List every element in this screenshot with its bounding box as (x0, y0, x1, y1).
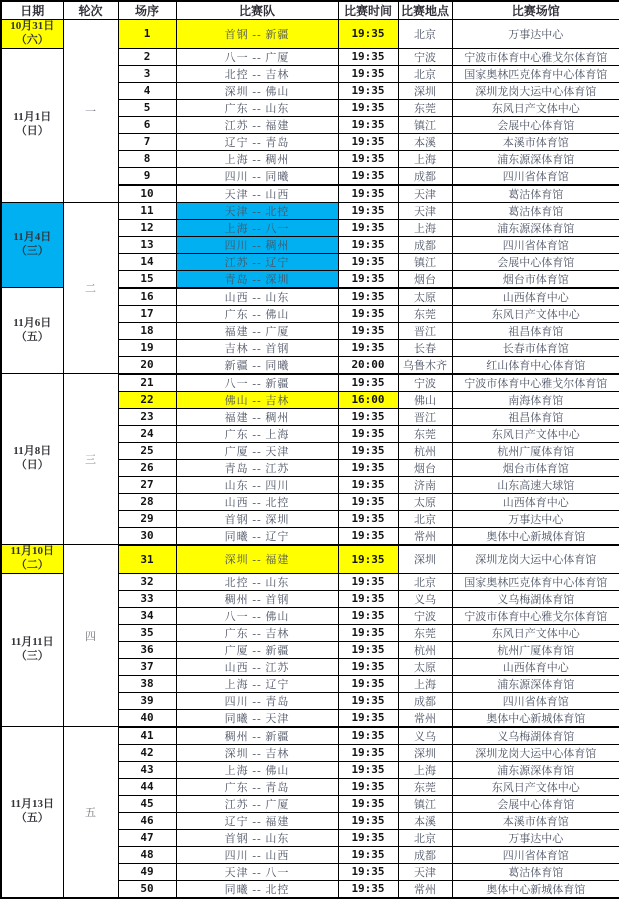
teams-cell: 首钢 -- 新疆 (176, 20, 338, 49)
place-cell: 烟台 (398, 270, 452, 288)
match-number-cell: 47 (118, 829, 176, 846)
venue-cell: 义乌梅湖体育馆 (452, 590, 619, 607)
time-cell: 19:35 (338, 527, 398, 545)
place-cell: 东莞 (398, 99, 452, 116)
teams-cell: 首钢 -- 山东 (176, 829, 338, 846)
teams-cell: 广厦 -- 天津 (176, 442, 338, 459)
time-cell: 19:35 (338, 778, 398, 795)
match-row (1, 20, 619, 49)
venue-cell: 宁波市体育中心雅戈尔体育馆 (452, 48, 619, 65)
date-line1: 11月4日 (13, 231, 52, 243)
teams-cell: 八一 -- 佛山 (176, 607, 338, 624)
date-line2: （三） (15, 244, 49, 257)
time-cell: 19:35 (338, 493, 398, 510)
col-header-venue: 比赛场馆 (452, 1, 619, 20)
teams-cell: 江苏 -- 福建 (176, 116, 338, 133)
time-cell: 19:35 (338, 590, 398, 607)
match-number-cell: 21 (118, 374, 176, 392)
teams-cell: 深圳 -- 吉林 (176, 744, 338, 761)
date-line2: （日） (15, 125, 49, 137)
time-cell: 19:35 (338, 20, 398, 49)
teams-cell: 山东 -- 四川 (176, 476, 338, 493)
place-cell: 成都 (398, 692, 452, 709)
place-cell: 东莞 (398, 425, 452, 442)
time-cell: 19:35 (338, 202, 398, 219)
time-cell: 19:35 (338, 167, 398, 185)
time-cell: 19:35 (338, 408, 398, 425)
place-cell: 宁波 (398, 48, 452, 65)
match-number-cell: 45 (118, 795, 176, 812)
col-header-date: 日期 (1, 1, 63, 20)
date-line1: 11月13日 (10, 798, 54, 810)
venue-cell: 山东高速大球馆 (452, 476, 619, 493)
place-cell: 太原 (398, 493, 452, 510)
teams-cell: 吉林 -- 首钢 (176, 339, 338, 356)
time-cell: 19:35 (338, 476, 398, 493)
teams-cell: 八一 -- 新疆 (176, 374, 338, 392)
venue-cell: 四川省体育馆 (452, 167, 619, 185)
place-cell: 太原 (398, 658, 452, 675)
match-number-cell: 41 (118, 727, 176, 745)
match-number-cell: 28 (118, 493, 176, 510)
venue-cell: 东风日产文体中心 (452, 305, 619, 322)
match-number-cell: 26 (118, 459, 176, 476)
match-number-cell: 4 (118, 82, 176, 99)
teams-cell: 四川 -- 青岛 (176, 692, 338, 709)
match-number-cell: 2 (118, 48, 176, 65)
date-line1: 11月1日 (13, 111, 52, 124)
match-number-cell: 34 (118, 607, 176, 624)
col-header-time: 比赛时间 (338, 1, 398, 20)
venue-cell: 本溪市体育馆 (452, 812, 619, 829)
match-number-cell: 3 (118, 65, 176, 82)
match-number-cell: 14 (118, 253, 176, 270)
teams-cell: 上海 -- 稠州 (176, 150, 338, 167)
round-cell: 三 (63, 374, 118, 545)
round-cell: 二 (63, 202, 118, 374)
match-number-cell: 49 (118, 863, 176, 880)
teams-cell: 四川 -- 稠州 (176, 236, 338, 253)
time-cell: 19:35 (338, 692, 398, 709)
time-cell: 19:35 (338, 253, 398, 270)
time-cell: 19:35 (338, 99, 398, 116)
place-cell: 成都 (398, 167, 452, 185)
place-cell: 镇江 (398, 116, 452, 133)
date-line2: （五） (15, 811, 49, 824)
place-cell: 北京 (398, 20, 452, 49)
venue-cell: 东风日产文体中心 (452, 778, 619, 795)
col-header-num: 场序 (118, 1, 176, 20)
venue-cell: 杭州广厦体育馆 (452, 442, 619, 459)
time-cell: 19:35 (338, 658, 398, 675)
time-cell: 19:35 (338, 374, 398, 392)
place-cell: 镇江 (398, 253, 452, 270)
place-cell: 烟台 (398, 459, 452, 476)
time-cell: 19:35 (338, 322, 398, 339)
venue-cell: 烟台市体育馆 (452, 270, 619, 288)
teams-cell: 上海 -- 佛山 (176, 761, 338, 778)
venue-cell: 深圳龙岗大运中心体育馆 (452, 545, 619, 574)
place-cell: 东莞 (398, 624, 452, 641)
venue-cell: 会展中心体育馆 (452, 795, 619, 812)
venue-cell: 浦东源深体育馆 (452, 675, 619, 692)
venue-cell: 国家奥林匹克体育中心体育馆 (452, 573, 619, 590)
teams-cell: 佛山 -- 吉林 (176, 391, 338, 408)
place-cell: 天津 (398, 863, 452, 880)
match-number-cell: 25 (118, 442, 176, 459)
match-number-cell: 12 (118, 219, 176, 236)
date-line1: 11月8日 (13, 445, 52, 458)
teams-cell: 青岛 -- 江苏 (176, 459, 338, 476)
venue-cell: 深圳龙岗大运中心体育馆 (452, 82, 619, 99)
venue-cell: 奥体中心新城体育馆 (452, 709, 619, 727)
match-number-cell: 37 (118, 658, 176, 675)
place-cell: 上海 (398, 219, 452, 236)
venue-cell: 宁波市体育中心雅戈尔体育馆 (452, 374, 619, 392)
venue-cell: 宁波市体育中心雅戈尔体育馆 (452, 607, 619, 624)
match-number-cell: 8 (118, 150, 176, 167)
place-cell: 本溪 (398, 812, 452, 829)
place-cell: 太原 (398, 288, 452, 306)
teams-cell: 上海 -- 辽宁 (176, 675, 338, 692)
time-cell: 19:35 (338, 573, 398, 590)
teams-cell: 辽宁 -- 青岛 (176, 133, 338, 150)
place-cell: 乌鲁木齐 (398, 356, 452, 374)
match-number-cell: 33 (118, 590, 176, 607)
date-cell (1, 48, 63, 202)
teams-cell: 北控 -- 山东 (176, 573, 338, 590)
time-cell: 19:35 (338, 545, 398, 574)
place-cell: 镇江 (398, 795, 452, 812)
time-cell: 19:35 (338, 185, 398, 203)
teams-cell: 深圳 -- 佛山 (176, 82, 338, 99)
time-cell: 19:35 (338, 761, 398, 778)
time-cell: 19:35 (338, 133, 398, 150)
teams-cell: 同曦 -- 北控 (176, 880, 338, 898)
time-cell: 16:00 (338, 391, 398, 408)
time-cell: 19:35 (338, 116, 398, 133)
teams-cell: 天津 -- 八一 (176, 863, 338, 880)
place-cell: 成都 (398, 846, 452, 863)
venue-cell: 杭州广厦体育馆 (452, 641, 619, 658)
match-number-cell: 13 (118, 236, 176, 253)
col-header-round: 轮次 (63, 1, 118, 20)
match-row (1, 545, 619, 574)
round-cell: 一 (63, 20, 118, 203)
venue-cell: 万事达中心 (452, 510, 619, 527)
time-cell: 19:35 (338, 641, 398, 658)
date-line2: （日） (15, 459, 49, 471)
teams-cell: 山西 -- 江苏 (176, 658, 338, 675)
date-cell (1, 545, 63, 574)
teams-cell: 广东 -- 上海 (176, 425, 338, 442)
teams-cell: 稠州 -- 新疆 (176, 727, 338, 745)
date-cell (1, 20, 63, 49)
teams-cell: 同曦 -- 辽宁 (176, 527, 338, 545)
place-cell: 深圳 (398, 82, 452, 99)
venue-cell: 四川省体育馆 (452, 236, 619, 253)
round-cell: 五 (63, 727, 118, 898)
teams-cell: 天津 -- 北控 (176, 202, 338, 219)
place-cell: 东莞 (398, 305, 452, 322)
teams-cell: 首钢 -- 深圳 (176, 510, 338, 527)
match-number-cell: 9 (118, 167, 176, 185)
match-number-cell: 19 (118, 339, 176, 356)
match-number-cell: 16 (118, 288, 176, 306)
match-row (1, 202, 619, 219)
date-line1: 11月11日 (10, 636, 54, 648)
teams-cell: 天津 -- 山西 (176, 185, 338, 203)
teams-cell: 广东 -- 山东 (176, 99, 338, 116)
date-line2: （六） (15, 33, 49, 46)
match-number-cell: 39 (118, 692, 176, 709)
place-cell: 北京 (398, 829, 452, 846)
teams-cell: 福建 -- 稠州 (176, 408, 338, 425)
teams-cell: 同曦 -- 天津 (176, 709, 338, 727)
match-number-cell: 44 (118, 778, 176, 795)
date-line2: （三） (15, 649, 49, 662)
venue-cell: 山西体育中心 (452, 658, 619, 675)
match-number-cell: 18 (118, 322, 176, 339)
time-cell: 19:35 (338, 744, 398, 761)
venue-cell: 国家奥林匹克体育中心体育馆 (452, 65, 619, 82)
time-cell: 19:35 (338, 288, 398, 306)
time-cell: 19:35 (338, 863, 398, 880)
time-cell: 19:35 (338, 829, 398, 846)
time-cell: 19:35 (338, 727, 398, 745)
place-cell: 济南 (398, 476, 452, 493)
match-row (1, 374, 619, 392)
date-cell (1, 727, 63, 898)
teams-cell: 上海 -- 八一 (176, 219, 338, 236)
match-number-cell: 27 (118, 476, 176, 493)
teams-cell: 福建 -- 广厦 (176, 322, 338, 339)
place-cell: 佛山 (398, 391, 452, 408)
time-cell: 19:35 (338, 812, 398, 829)
match-number-cell: 43 (118, 761, 176, 778)
match-number-cell: 31 (118, 545, 176, 574)
date-cell (1, 288, 63, 374)
time-cell: 19:35 (338, 709, 398, 727)
match-number-cell: 36 (118, 641, 176, 658)
place-cell: 晋江 (398, 322, 452, 339)
venue-cell: 浦东源深体育馆 (452, 219, 619, 236)
date-line1: 11月6日 (13, 316, 52, 329)
place-cell: 深圳 (398, 545, 452, 574)
round-cell: 四 (63, 545, 118, 727)
col-header-teams: 比赛队 (176, 1, 338, 20)
venue-cell: 葛沽体育馆 (452, 202, 619, 219)
teams-cell: 北控 -- 吉林 (176, 65, 338, 82)
teams-cell: 四川 -- 同曦 (176, 167, 338, 185)
time-cell: 19:35 (338, 624, 398, 641)
venue-cell: 浦东源深体育馆 (452, 761, 619, 778)
teams-cell: 四川 -- 山西 (176, 846, 338, 863)
venue-cell: 浦东源深体育馆 (452, 150, 619, 167)
place-cell: 北京 (398, 510, 452, 527)
venue-cell: 东风日产文体中心 (452, 624, 619, 641)
time-cell: 20:00 (338, 356, 398, 374)
match-number-cell: 22 (118, 391, 176, 408)
venue-cell: 万事达中心 (452, 20, 619, 49)
teams-cell: 稠州 -- 首钢 (176, 590, 338, 607)
place-cell: 义乌 (398, 727, 452, 745)
venue-cell: 长春市体育馆 (452, 339, 619, 356)
schedule-body (1, 20, 619, 898)
place-cell: 成都 (398, 236, 452, 253)
time-cell: 19:35 (338, 270, 398, 288)
date-line2: （五） (15, 330, 49, 343)
place-cell: 上海 (398, 150, 452, 167)
time-cell: 19:35 (338, 675, 398, 692)
header-row (1, 1, 619, 20)
place-cell: 天津 (398, 185, 452, 203)
match-number-cell: 5 (118, 99, 176, 116)
time-cell: 19:35 (338, 442, 398, 459)
venue-cell: 山西体育中心 (452, 288, 619, 306)
time-cell: 19:35 (338, 510, 398, 527)
time-cell: 19:35 (338, 607, 398, 624)
match-number-cell: 10 (118, 185, 176, 203)
place-cell: 北京 (398, 573, 452, 590)
venue-cell: 红山体育中心体育馆 (452, 356, 619, 374)
place-cell: 天津 (398, 202, 452, 219)
date-cell (1, 202, 63, 288)
match-number-cell: 1 (118, 20, 176, 49)
match-number-cell: 17 (118, 305, 176, 322)
match-number-cell: 38 (118, 675, 176, 692)
match-number-cell: 46 (118, 812, 176, 829)
place-cell: 宁波 (398, 374, 452, 392)
venue-cell: 葛沽体育馆 (452, 185, 619, 203)
teams-cell: 江苏 -- 广厦 (176, 795, 338, 812)
place-cell: 上海 (398, 675, 452, 692)
place-cell: 深圳 (398, 744, 452, 761)
time-cell: 19:35 (338, 219, 398, 236)
venue-cell: 东风日产文体中心 (452, 99, 619, 116)
teams-cell: 广厦 -- 新疆 (176, 641, 338, 658)
teams-cell: 八一 -- 广厦 (176, 48, 338, 65)
match-number-cell: 20 (118, 356, 176, 374)
venue-cell: 南海体育馆 (452, 391, 619, 408)
place-cell: 本溪 (398, 133, 452, 150)
venue-cell: 会展中心体育馆 (452, 116, 619, 133)
venue-cell: 万事达中心 (452, 829, 619, 846)
match-number-cell: 15 (118, 270, 176, 288)
time-cell: 19:35 (338, 795, 398, 812)
place-cell: 常州 (398, 880, 452, 898)
teams-cell: 山西 -- 山东 (176, 288, 338, 306)
place-cell: 上海 (398, 761, 452, 778)
match-number-cell: 29 (118, 510, 176, 527)
time-cell: 19:35 (338, 65, 398, 82)
match-number-cell: 30 (118, 527, 176, 545)
place-cell: 晋江 (398, 408, 452, 425)
venue-cell: 深圳龙岗大运中心体育馆 (452, 744, 619, 761)
place-cell: 东莞 (398, 778, 452, 795)
venue-cell: 烟台市体育馆 (452, 459, 619, 476)
venue-cell: 四川省体育馆 (452, 846, 619, 863)
venue-cell: 东风日产文体中心 (452, 425, 619, 442)
time-cell: 19:35 (338, 150, 398, 167)
time-cell: 19:35 (338, 48, 398, 65)
venue-cell: 四川省体育馆 (452, 692, 619, 709)
place-cell: 常州 (398, 527, 452, 545)
time-cell: 19:35 (338, 846, 398, 863)
date-cell (1, 573, 63, 727)
venue-cell: 山西体育中心 (452, 493, 619, 510)
venue-cell: 祖昌体育馆 (452, 408, 619, 425)
match-number-cell: 35 (118, 624, 176, 641)
match-number-cell: 24 (118, 425, 176, 442)
teams-cell: 广东 -- 青岛 (176, 778, 338, 795)
teams-cell: 江苏 -- 辽宁 (176, 253, 338, 270)
match-number-cell: 7 (118, 133, 176, 150)
time-cell: 19:35 (338, 236, 398, 253)
place-cell: 北京 (398, 65, 452, 82)
teams-cell: 辽宁 -- 福建 (176, 812, 338, 829)
teams-cell: 青岛 -- 深圳 (176, 270, 338, 288)
place-cell: 常州 (398, 709, 452, 727)
date-line1: 11月10日 (10, 545, 54, 557)
match-number-cell: 40 (118, 709, 176, 727)
time-cell: 19:35 (338, 880, 398, 898)
match-number-cell: 50 (118, 880, 176, 898)
venue-cell: 奥体中心新城体育馆 (452, 880, 619, 898)
match-row (1, 727, 619, 745)
venue-cell: 祖昌体育馆 (452, 322, 619, 339)
time-cell: 19:35 (338, 339, 398, 356)
place-cell: 杭州 (398, 442, 452, 459)
teams-cell: 新疆 -- 同曦 (176, 356, 338, 374)
venue-cell: 葛沽体育馆 (452, 863, 619, 880)
match-number-cell: 32 (118, 573, 176, 590)
time-cell: 19:35 (338, 459, 398, 476)
venue-cell: 义乌梅湖体育馆 (452, 727, 619, 745)
col-header-place: 比赛地点 (398, 1, 452, 20)
time-cell: 19:35 (338, 82, 398, 99)
match-number-cell: 23 (118, 408, 176, 425)
venue-cell: 奥体中心新城体育馆 (452, 527, 619, 545)
place-cell: 义乌 (398, 590, 452, 607)
match-number-cell: 11 (118, 202, 176, 219)
place-cell: 杭州 (398, 641, 452, 658)
venue-cell: 会展中心体育馆 (452, 253, 619, 270)
place-cell: 宁波 (398, 607, 452, 624)
place-cell: 长春 (398, 339, 452, 356)
match-number-cell: 6 (118, 116, 176, 133)
teams-cell: 深圳 -- 福建 (176, 545, 338, 574)
schedule-header (1, 1, 619, 20)
date-line1: 10月31日 (10, 20, 55, 32)
time-cell: 19:35 (338, 305, 398, 322)
date-cell (1, 374, 63, 545)
teams-cell: 广东 -- 佛山 (176, 305, 338, 322)
teams-cell: 广东 -- 吉林 (176, 624, 338, 641)
date-line2: （二） (15, 558, 49, 571)
match-number-cell: 48 (118, 846, 176, 863)
match-number-cell: 42 (118, 744, 176, 761)
teams-cell: 山西 -- 北控 (176, 493, 338, 510)
venue-cell: 本溪市体育馆 (452, 133, 619, 150)
time-cell: 19:35 (338, 425, 398, 442)
